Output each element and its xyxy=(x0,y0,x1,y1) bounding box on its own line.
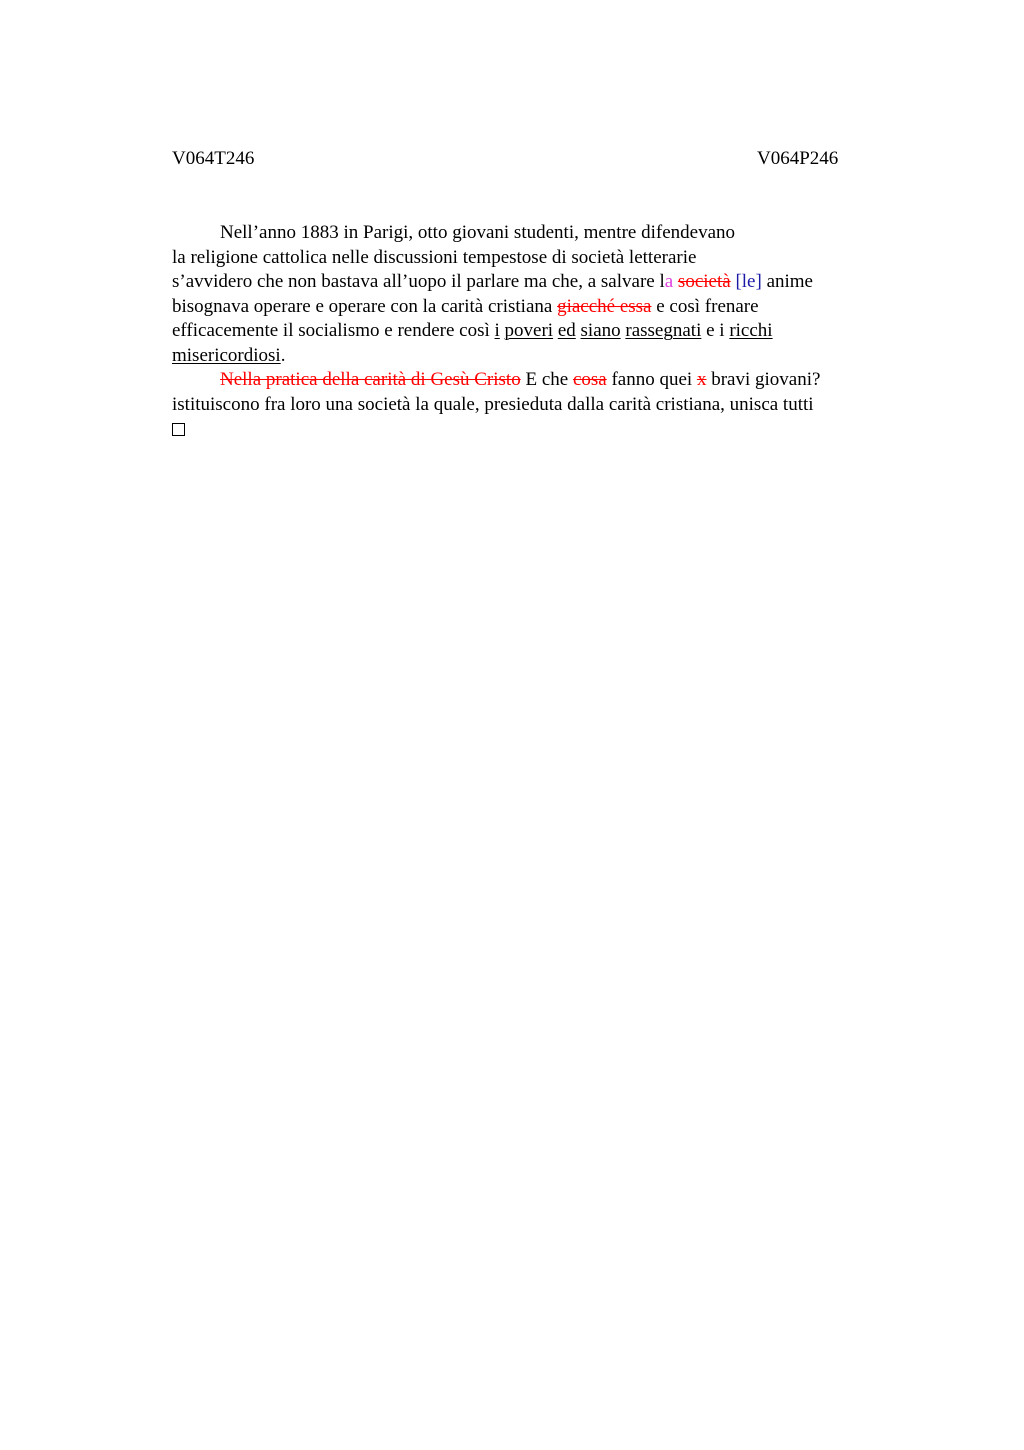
paragraph1-line5 xyxy=(172,319,892,344)
text-run: bisognava operare e operare con la carità cristiana xyxy=(172,295,558,317)
paragraph1-line1: Nell’anno 1883 in Parigi, otto giovani studenti, mentre difendevano xyxy=(220,222,736,243)
text-run: . xyxy=(280,344,286,366)
deleted-text: società xyxy=(677,271,731,292)
paragraph1-line6 xyxy=(172,344,892,369)
text-run: e i xyxy=(701,320,730,341)
underlined-text: i xyxy=(494,320,500,341)
text-run: fanno quei xyxy=(606,369,697,390)
page-code-left: V064T246 xyxy=(172,148,255,169)
text-run: bravi giovani? xyxy=(706,369,821,390)
underlined-text: ed xyxy=(557,320,576,341)
deleted-text: giacché essa xyxy=(557,295,652,317)
paragraph1-line4 xyxy=(172,295,892,320)
paragraph2-line1 xyxy=(172,368,892,393)
text-run: s’avvidero che non bastava all’uopo il parlare ma che, a salvare l xyxy=(172,271,665,292)
paragraph2-line2: istituiscono fra loro una società la quale, presieduta dalla carità cristiana, unisca tutti xyxy=(172,393,814,415)
inserted-text: a xyxy=(664,271,674,292)
deleted-text: Nella pratica della carità di Gesù Cristo xyxy=(220,369,521,390)
underlined-text: ricchi xyxy=(729,320,773,341)
editorial-note: [le] xyxy=(735,271,762,292)
text-run: E che xyxy=(520,369,573,390)
deleted-text: cosa xyxy=(572,369,607,390)
text-run: anime xyxy=(761,271,813,292)
underlined-text: rassegnati xyxy=(625,320,702,341)
checkbox-icon xyxy=(172,423,185,436)
underlined-text: poveri xyxy=(504,320,554,341)
text-run: e così frenare xyxy=(651,295,759,317)
paragraph1-line2: la religione cattolica nelle discussioni tempestose di società letterarie xyxy=(172,246,697,268)
underlined-text: siano xyxy=(580,320,621,341)
paragraph1-line3 xyxy=(172,270,892,295)
deleted-text: x xyxy=(696,369,707,390)
end-marker-line xyxy=(172,417,892,444)
transcription-body xyxy=(172,221,892,444)
text-run: efficacemente il socialismo e rendere così xyxy=(172,320,495,341)
page-code-right: V064P246 xyxy=(757,148,839,169)
underlined-text: misericordiosi xyxy=(172,344,281,366)
